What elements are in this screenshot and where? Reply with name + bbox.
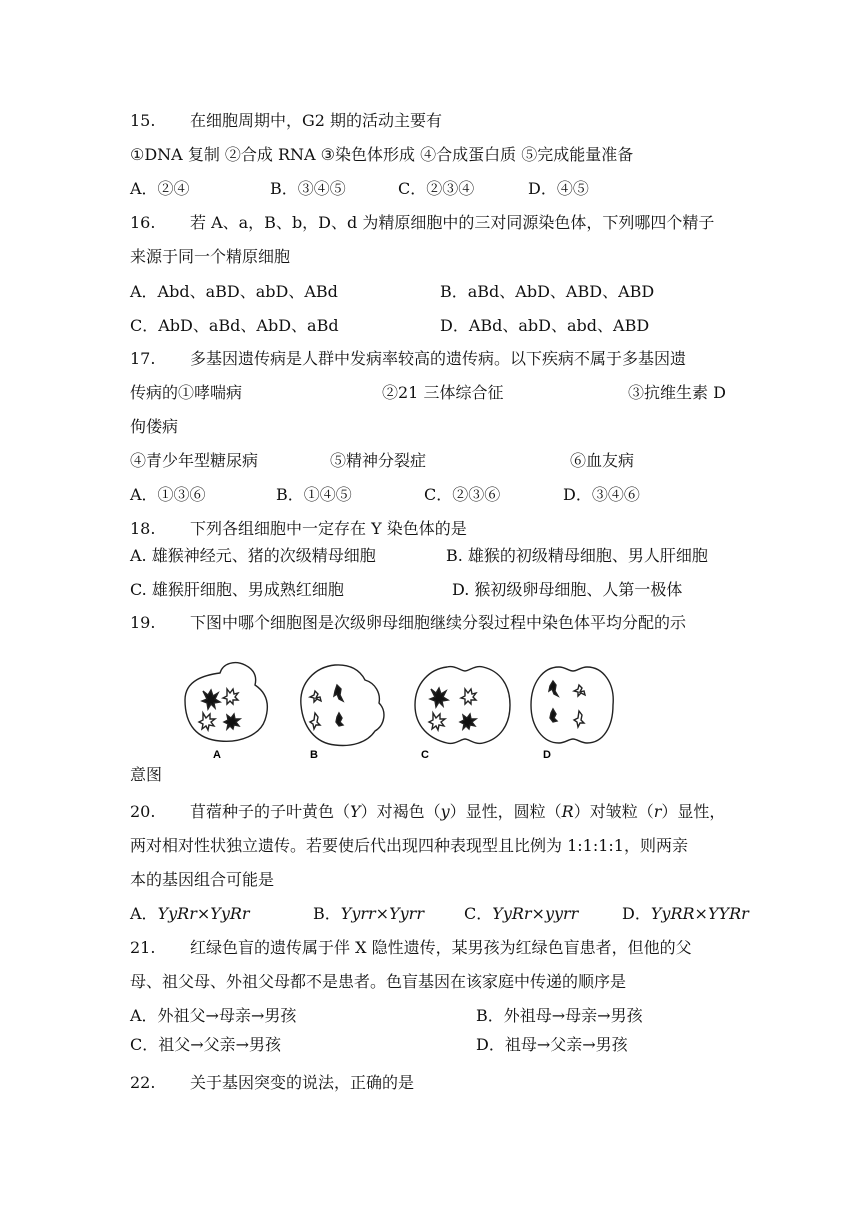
q20-stem-part-6: ）对皱粒（	[573, 802, 654, 821]
q20-gene-R: R	[561, 802, 574, 821]
label-a: A	[213, 749, 221, 761]
q21-option-b: B．外祖母→母亲→男孩	[476, 1006, 643, 1025]
q20-stem-cont2: 本的基因组合可能是	[130, 870, 275, 889]
q17-stem-item-3: ③抗维生素 D	[628, 383, 726, 402]
q15-option-a: A．②④	[130, 179, 190, 198]
q15-items: ①DNA 复制 ②合成 RNA ③染色体形成 ④合成蛋白质 ⑤完成能量准备	[130, 145, 634, 164]
q15-stem-text: 在细胞周期中，G2 期的活动主要有	[190, 111, 443, 130]
q20-stem-part-2: ）对褐色（	[360, 802, 441, 821]
q21-option-a: A．外祖父→母亲→男孩	[130, 1006, 297, 1025]
q17-option-d: D．③④⑥	[563, 485, 640, 504]
q21-stem	[130, 937, 692, 959]
cell-division-figure	[175, 655, 615, 765]
q15-number: 15.	[130, 111, 156, 130]
q21-number: 21.	[130, 938, 156, 957]
q22-number: 22.	[130, 1073, 156, 1092]
q17-stem-item-2: ②21 三体综合征	[382, 383, 504, 402]
q20-stem-part-4: ）显性，圆粒（	[449, 802, 562, 821]
q17-stem-cont: 佝偻病	[130, 417, 179, 436]
q16-option-b: B．aBd、AbD、ABD、ABD	[440, 282, 655, 301]
q16-number: 16.	[130, 213, 156, 232]
q19-stem-text: 下图中哪个细胞图是次级卵母细胞继续分裂过程中染色体平均分配的示	[190, 613, 687, 632]
q20-stem	[130, 801, 725, 823]
q17-item-6: ⑥血友病	[570, 451, 635, 470]
q20-option-c-text: YyRr×yyrr	[492, 904, 579, 923]
q20-option-a-text: YyRr×YyRr	[157, 904, 250, 923]
cell-b-diagram	[301, 665, 384, 746]
q18-number: 18.	[130, 519, 156, 538]
q16-stem-text: 若 A、a，B、b，D、d 为精原细胞中的三对同源染色体，下列哪四个精子	[190, 213, 715, 232]
q20-stem-part-8: ）显性，	[661, 802, 726, 821]
q19-stem-end: 意图	[130, 765, 163, 784]
q20-option-a	[130, 903, 250, 925]
cell-d-diagram	[531, 667, 613, 743]
q21-stem-text: 红绿色盲的遗传属于伴 X 隐性遗传，某男孩为红绿色盲患者，但他的父	[190, 938, 692, 957]
q18-stem-text: 下列各组细胞中一定存在 Y 染色体的是	[190, 519, 467, 538]
q19-stem	[130, 612, 686, 634]
q20-stem-part-0: 苜蓿种子的子叶黄色（	[190, 802, 351, 821]
q20-option-b-text: Yyrr×Yyrr	[340, 904, 424, 923]
q20-option-d-text: YyRR×YYRr	[650, 904, 749, 923]
q22-stem	[130, 1072, 414, 1094]
q17-option-c: C．②③⑥	[424, 485, 501, 504]
q16-option-d: D．ABd、abD、abd、ABD	[440, 316, 650, 335]
q20-gene-r: r	[653, 802, 662, 821]
q17-option-a: A．①③⑥	[130, 485, 206, 504]
q18-option-b: B. 雄猴的初级精母细胞、男人肝细胞	[446, 546, 708, 565]
q17-option-b: B．①④⑤	[276, 485, 352, 504]
label-d: D	[543, 749, 551, 761]
q18-option-d: D. 猴初级卵母细胞、人第一极体	[452, 580, 683, 599]
q15-stem	[130, 110, 442, 132]
q17-stem-item-1: 传病的①哮喘病	[130, 383, 243, 402]
q16-stem-cont: 来源于同一个精原细胞	[130, 247, 291, 266]
q17-item-5: ⑤精神分裂症	[330, 451, 427, 470]
q15-option-c: C．②③④	[398, 179, 475, 198]
q17-number: 17.	[130, 349, 156, 368]
q20-option-b	[313, 903, 424, 925]
q20-option-c	[464, 903, 578, 925]
q21-option-d: D．祖母→父亲→男孩	[476, 1035, 628, 1054]
q16-option-a: A．Abd、aBD、abD、ABd	[130, 282, 338, 301]
q16-stem	[130, 212, 714, 234]
q18-stem	[130, 518, 467, 540]
q20-option-c-letter: C．	[464, 904, 493, 923]
q21-option-c: C．祖父→父亲→男孩	[130, 1035, 282, 1054]
q20-option-b-letter: B．	[313, 904, 341, 923]
label-c: C	[421, 749, 429, 761]
q20-stem-cont: 两对相对性状独立遗传。若要使后代出现四种表现型且比例为 1:1:1:1，则两亲	[130, 836, 688, 855]
q20-gene-y: y	[440, 802, 450, 821]
q17-stem-text: 多基因遗传病是人群中发病率较高的遗传病。以下疾病不属于多基因遗	[190, 349, 687, 368]
q15-option-b: B．③④⑤	[270, 179, 346, 198]
label-b: B	[310, 749, 318, 761]
q16-option-c: C．AbD、aBd、AbD、aBd	[130, 316, 339, 335]
q18-option-c: C. 雄猴肝细胞、男成熟红细胞	[130, 580, 344, 599]
q17-stem	[130, 348, 686, 370]
q20-option-d	[622, 903, 749, 925]
q17-item-4: ④青少年型糖尿病	[130, 451, 259, 470]
q20-number: 20.	[130, 802, 156, 821]
q20-option-d-letter: D．	[622, 904, 651, 923]
q20-option-a-letter: A．	[130, 904, 158, 923]
q15-option-d: D．④⑤	[528, 179, 589, 198]
q22-stem-text: 关于基因突变的说法，正确的是	[190, 1073, 415, 1092]
cell-a-diagram	[185, 663, 267, 742]
q18-option-a: A. 雄猴神经元、猪的次级精母细胞	[130, 546, 376, 565]
cell-c-diagram	[415, 667, 510, 744]
q20-gene-Y: Y	[350, 802, 361, 821]
q19-number: 19.	[130, 613, 156, 632]
q21-stem-cont: 母、祖父母、外祖父母都不是患者。色盲基因在该家庭中传递的顺序是	[130, 972, 627, 991]
